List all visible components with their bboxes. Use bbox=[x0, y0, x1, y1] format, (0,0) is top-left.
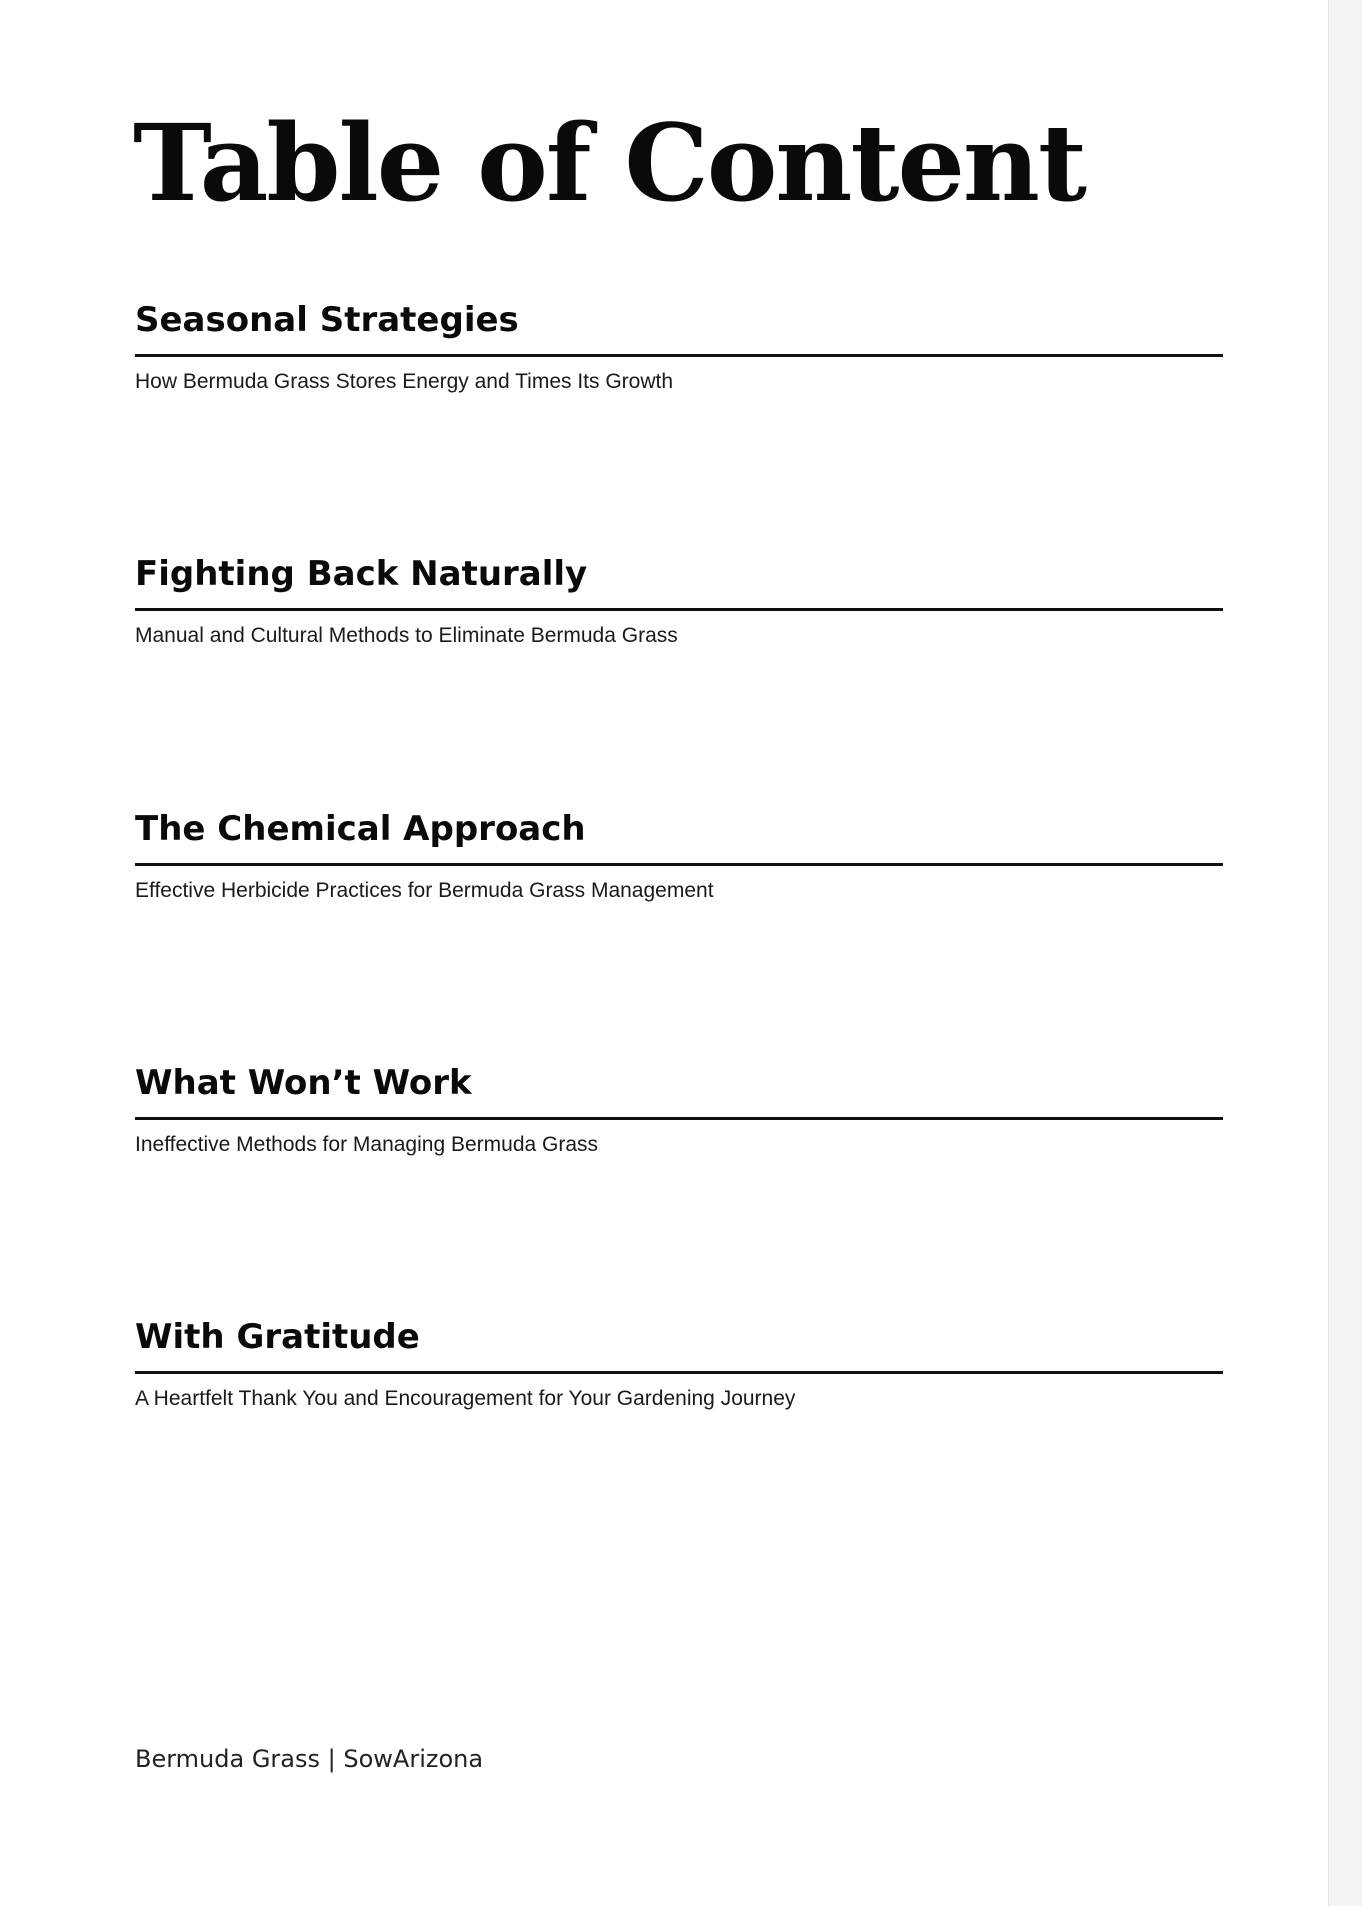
section-divider bbox=[135, 863, 1223, 866]
toc-section-heading: Seasonal Strategies bbox=[135, 300, 519, 340]
toc-section-heading: Fighting Back Naturally bbox=[135, 554, 588, 594]
toc-section-subtitle: Effective Herbicide Practices for Bermuda Grass Management bbox=[135, 879, 714, 902]
toc-section-subtitle: Ineffective Methods for Managing Bermuda Grass bbox=[135, 1133, 599, 1156]
toc-section-with-gratitude[interactable] bbox=[135, 1317, 1223, 1412]
toc-section-heading: The Chemical Approach bbox=[135, 809, 586, 849]
section-divider bbox=[135, 1371, 1223, 1374]
toc-section-seasonal-strategies[interactable] bbox=[135, 300, 1223, 395]
toc-section-what-wont-work[interactable] bbox=[135, 1063, 1223, 1158]
toc-section-the-chemical-approach[interactable] bbox=[135, 809, 1223, 904]
section-divider bbox=[135, 354, 1223, 357]
toc-section-heading: With Gratitude bbox=[135, 1317, 420, 1357]
page-footer: Bermuda Grass | SowArizona bbox=[135, 1745, 484, 1773]
section-divider bbox=[135, 608, 1223, 611]
viewer-gutter bbox=[1328, 0, 1362, 1906]
page-title: Table of Content bbox=[133, 100, 1085, 225]
toc-section-fighting-back-naturally[interactable] bbox=[135, 554, 1223, 649]
toc-section-subtitle: How Bermuda Grass Stores Energy and Times Its Growth bbox=[135, 370, 674, 393]
toc-section-subtitle: Manual and Cultural Methods to Eliminate Bermuda Grass bbox=[135, 624, 678, 647]
section-divider bbox=[135, 1117, 1223, 1120]
toc-section-subtitle: A Heartfelt Thank You and Encouragement for Your Gardening Journey bbox=[135, 1387, 796, 1410]
toc-section-heading: What Won’t Work bbox=[135, 1063, 472, 1103]
